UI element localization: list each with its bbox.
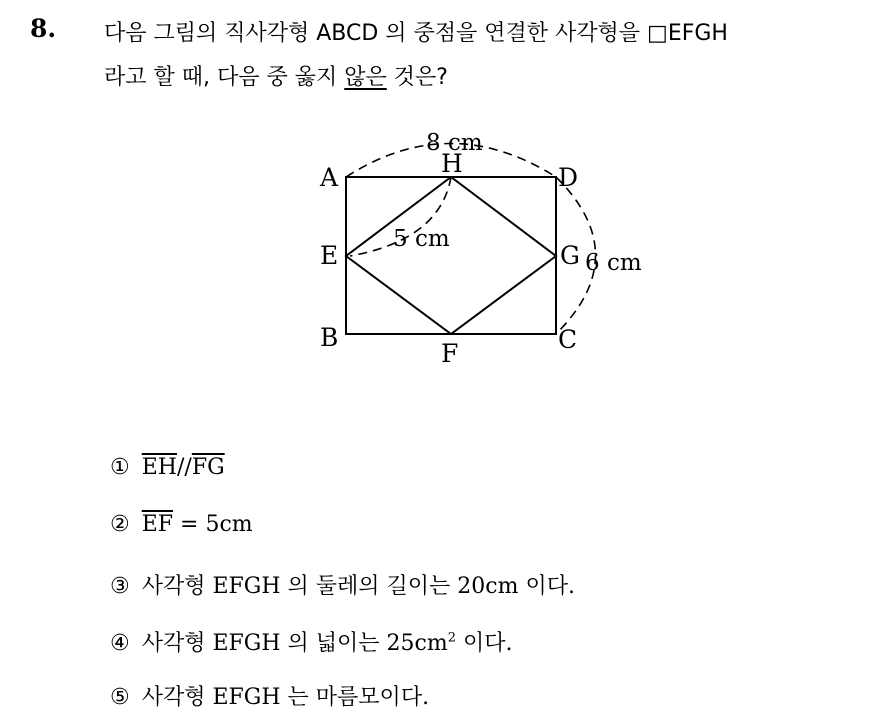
question-line-1: 다음 그림의 직사각형 ABCD 의 중점을 연결한 사각형을 □EFGH (104, 21, 728, 46)
width-label: 8 cm (426, 130, 483, 156)
choice-5[interactable] (110, 680, 429, 711)
choice-5-text: 사각형 EFGH 는 마름모이다. (141, 685, 430, 710)
rectangle-figure (300, 110, 680, 380)
choice-2[interactable] (110, 512, 253, 537)
label-H: H (441, 149, 463, 178)
label-B: B (320, 323, 339, 352)
choice-2-rest: = 5cm (173, 512, 253, 537)
label-C: C (558, 325, 578, 354)
underlined-word: 않은 (344, 65, 387, 90)
choice-4-text-post: 이다. (456, 631, 513, 656)
question-number: 8. (30, 14, 57, 43)
question-text (104, 12, 874, 100)
parallel-symbol: // (176, 455, 192, 480)
choice-1-mark: ① (110, 455, 130, 480)
choice-4-mark: ④ (110, 631, 130, 656)
question-line-2-pre: 라고 할 때, 다음 중 옳지 (104, 65, 345, 90)
label-F: F (441, 339, 459, 368)
segment-EH: $\overline{EH}$ (141, 455, 177, 480)
label-D: D (558, 163, 579, 192)
choice-4[interactable] (110, 626, 513, 657)
choice-4-superscript: 2 (447, 630, 457, 646)
choice-3-text: 사각형 EFGH 의 둘레의 길이는 20cm 이다. (141, 574, 575, 599)
label-A: A (320, 163, 339, 192)
choice-2-mark: ② (110, 512, 130, 537)
label-G: G (560, 241, 580, 270)
segment-EF: $\overline{EF}$ (141, 512, 174, 537)
rectangle-ABCD (346, 177, 556, 334)
question-line-2-post: 것은? (386, 65, 448, 90)
choice-3[interactable] (110, 569, 575, 600)
label-E: E (320, 241, 339, 270)
diagonal-label: 5 cm (393, 226, 450, 252)
height-label: 6 cm (585, 250, 642, 276)
choice-4-text-pre: 사각형 EFGH 의 넓이는 25cm (141, 631, 448, 656)
choice-5-mark: ⑤ (110, 685, 130, 710)
segment-FG: $\overline{FG}$ (191, 455, 225, 480)
choice-1[interactable] (110, 455, 225, 480)
question-line-2 (104, 56, 874, 100)
choice-3-mark: ③ (110, 574, 130, 599)
quadrilateral-EFGH (346, 177, 556, 334)
